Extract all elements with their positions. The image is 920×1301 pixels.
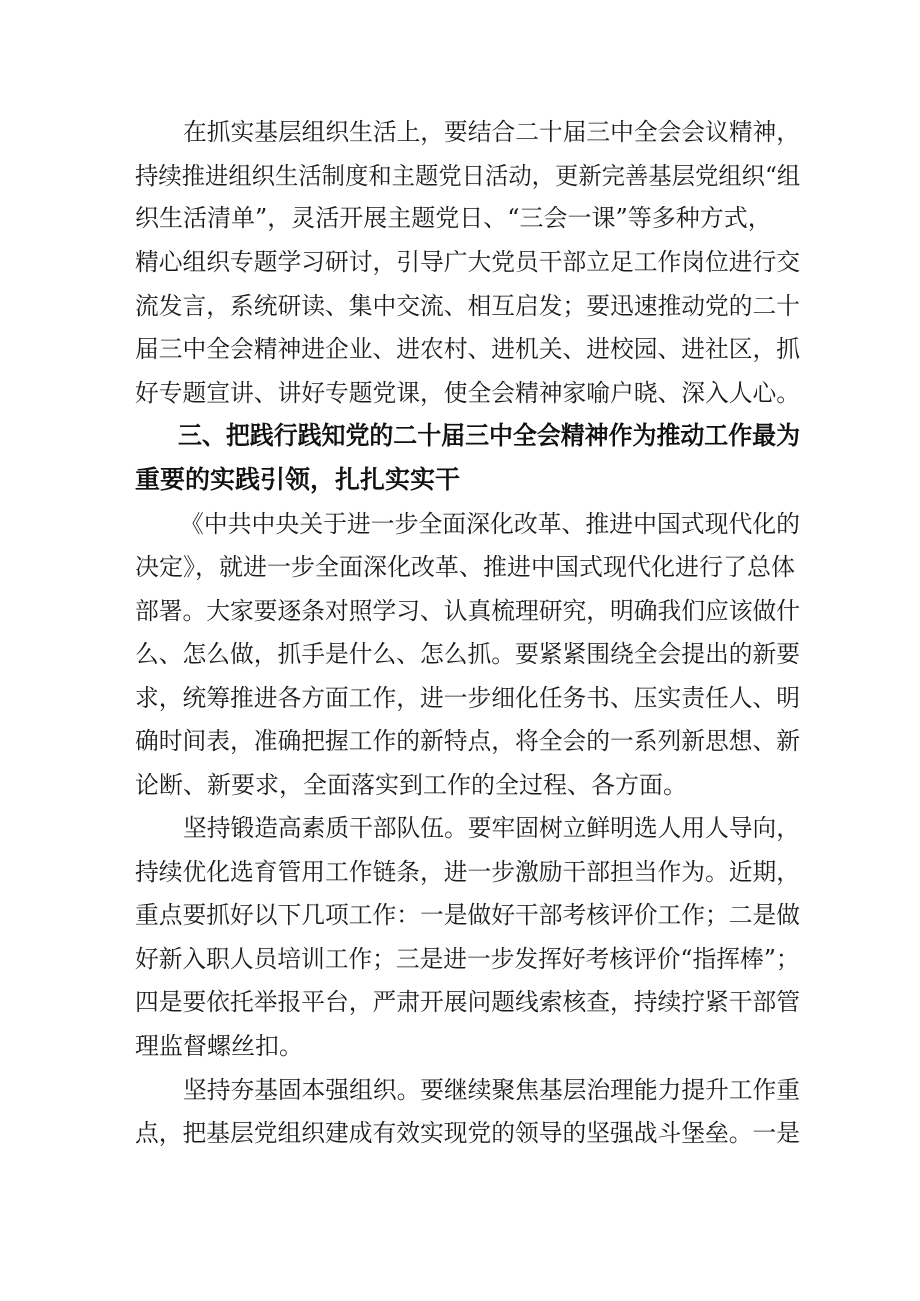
text-line: 求，统筹推进各方面工作，进一步细化任务书、压实责任人、明 [135, 684, 801, 712]
text-line: 重点要抓好以下几项工作：一是做好干部考核评价工作；二是做 [135, 901, 801, 929]
text-line: 在抓实基层组织生活上，要结合二十届三中全会会议精神， [183, 118, 801, 146]
text-line: 织生活清单”，灵活开展主题党日、“三会一课”等多种方式， [135, 204, 772, 232]
text-line: 决定》，就进一步全面深化改革、推进中国式现代化进行了总体 [135, 553, 795, 581]
text-line: 持续推进组织生活制度和主题党日活动，更新完善基层党组织“组 [135, 162, 801, 190]
text-line: 好新入职人员培训工作；三是进一步发挥好考核评价“指挥棒”； [135, 945, 800, 973]
text-line: 点，把基层党组织建成有效实现党的领导的坚强战斗堡垒。一是 [135, 1119, 801, 1147]
text-line: 持续优化选育管用工作链条，进一步激励干部担当作为。近期， [135, 858, 801, 886]
text-line: 坚持锻造高素质干部队伍。要牢固树立鲜明选人用人导向， [183, 814, 801, 842]
text-line: 届三中全会精神进企业、进农村、进机关、进校园、进社区，抓 [135, 335, 801, 363]
text-line: 理监督螺丝扣。 [135, 1032, 303, 1060]
text-line: 确时间表，准确把握工作的新特点，将全会的一系列新思想、新 [135, 727, 801, 755]
text-line: 四是要依托举报平台，严肃开展问题线索核查，持续拧紧干部管 [135, 988, 801, 1016]
text-line: 精心组织专题学习研讨，引导广大党员干部立足工作岗位进行交 [135, 248, 801, 276]
heading-line: 重要的实践引领，扎扎实实干 [135, 465, 461, 494]
text-line: 流发言，系统研读、集中交流、相互启发；要迅速推动党的二十 [135, 292, 801, 320]
text-line: 部署。大家要逐条对照学习、认真梳理研究，明确我们应该做什 [135, 597, 801, 625]
text-line: 论断、新要求，全面落实到工作的全过程、各方面。 [135, 771, 687, 799]
heading-line: 三、把践行践知党的二十届三中全会精神作为推动工作最为 [178, 421, 800, 450]
text-line: 坚持夯基固本强组织。要继续聚焦基层治理能力提升工作重 [183, 1076, 801, 1104]
text-line: 好专题宣讲、讲好专题党课，使全会精神家喻户晓、深入人心。 [135, 379, 801, 407]
text-line: 《中共中央关于进一步全面深化改革、推进中国式现代化的 [180, 510, 801, 538]
text-line: 么、怎么做，抓手是什么、怎么抓。要紧紧围绕全会提出的新要 [135, 640, 801, 668]
